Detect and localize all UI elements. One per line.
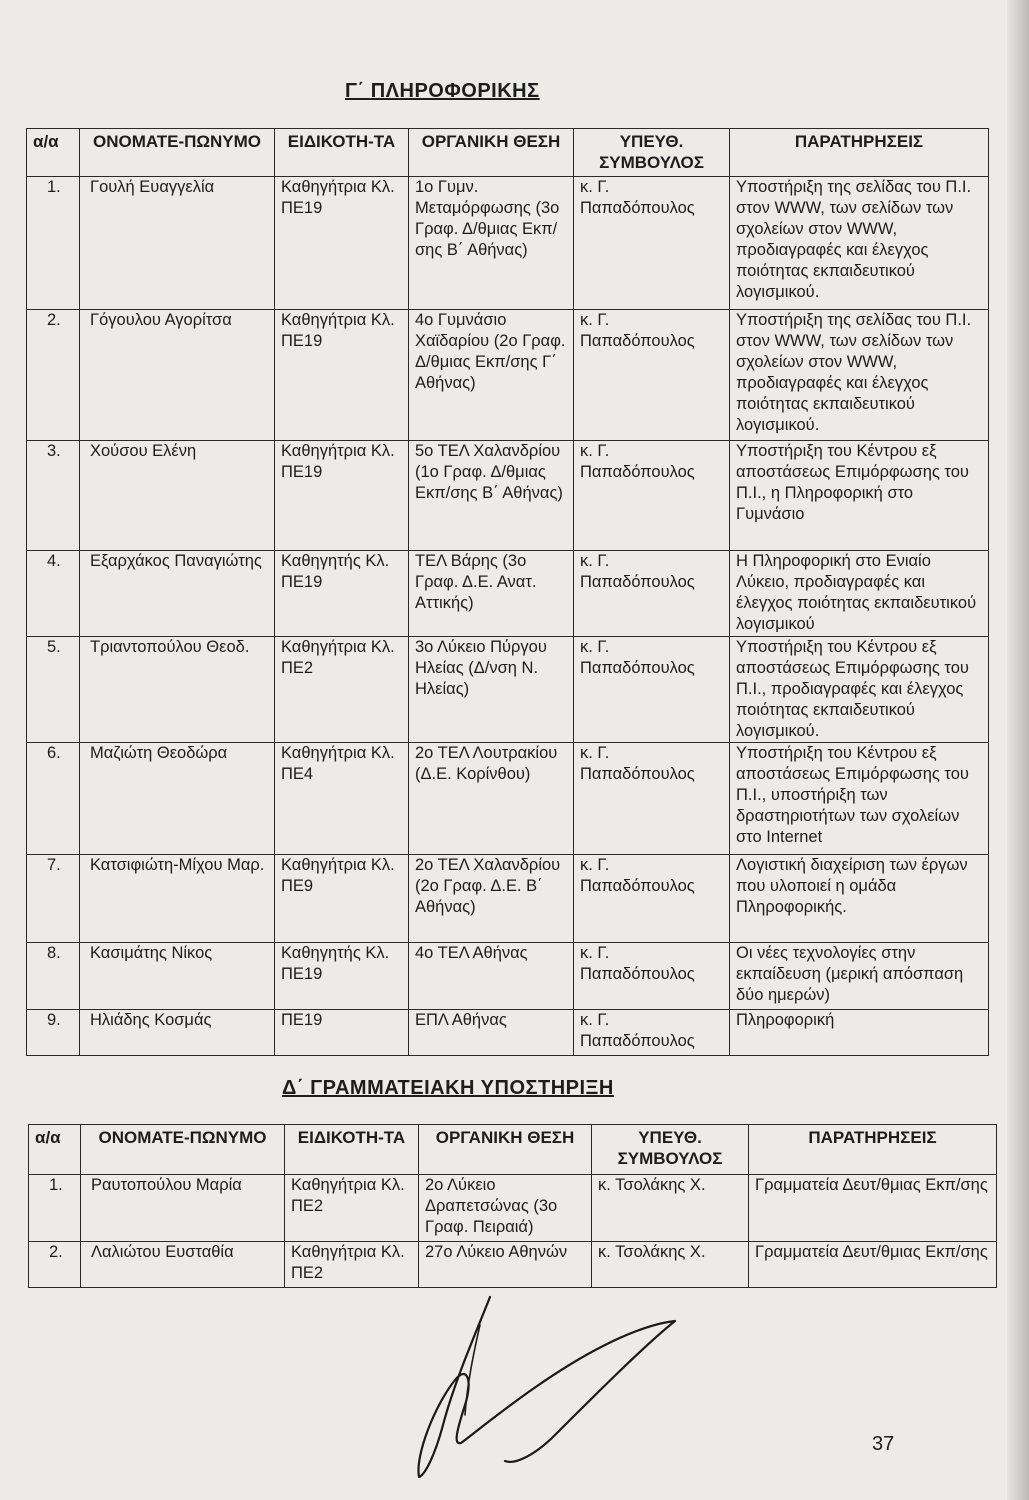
row-number: 6. <box>27 743 80 855</box>
person-name: Μαζιώτη Θεοδώρα <box>80 743 275 855</box>
header-specialty: ΕΙΔΙΚΟΤΗ-ΤΑ <box>275 129 409 177</box>
person-name: Γόγουλου Αγορίτσα <box>80 310 275 441</box>
organic-position: ΕΠΛ Αθήνας <box>409 1010 574 1056</box>
person-name: Χούσου Ελένη <box>80 441 275 551</box>
section-title-secretarial: Δ΄ ΓΡΑΜΜΑΤΕΙΑΚΗ ΥΠΟΣΤΗΡΙΞΗ <box>282 1077 614 1099</box>
row-number: 1. <box>27 177 80 310</box>
row-number: 3. <box>27 441 80 551</box>
row-number: 4. <box>27 551 80 637</box>
table-row <box>27 637 989 743</box>
section-title-informatics: Γ΄ ΠΛΗΡΟΦΟΡΙΚΗΣ <box>345 80 540 102</box>
header-name: ΟΝΟΜΑΤΕ-ΠΩΝΥΜΟ <box>80 129 275 177</box>
specialty: Καθηγήτρια Κλ. ΠΕ2 <box>275 637 409 743</box>
remarks: Γραμματεία Δευτ/θμιας Εκπ/σης <box>749 1242 997 1288</box>
row-number: 7. <box>27 855 80 943</box>
organic-position: 3ο Λύκειο Πύργου Ηλείας (Δ/νση Ν. Ηλείας) <box>409 637 574 743</box>
row-number: 8. <box>27 943 80 1010</box>
header-remarks: ΠΑΡΑΤΗΡΗΣΕΙΣ <box>749 1125 997 1175</box>
specialty: Καθηγήτρια Κλ. ΠΕ19 <box>275 177 409 310</box>
specialty: Καθηγήτρια Κλ. ΠΕ19 <box>275 441 409 551</box>
table-row <box>27 943 989 1010</box>
table-header-row <box>27 129 989 177</box>
secretarial-staff-table <box>28 1124 997 1288</box>
organic-position: ΤΕΛ Βάρης (3ο Γραφ. Δ.Ε. Ανατ. Αττικής) <box>409 551 574 637</box>
table-row <box>27 1010 989 1056</box>
row-number: 2. <box>27 310 80 441</box>
advisor: κ. Γ. Παπαδόπουλος <box>574 943 730 1010</box>
organic-position: 2ο Λύκειο Δραπετσώνας (3ο Γραφ. Πειραιά) <box>419 1175 592 1242</box>
advisor: κ. Γ. Παπαδόπουλος <box>574 551 730 637</box>
organic-position: 1ο Γυμν. Μεταμόρφωσης (3ο Γραφ. Δ/θμιας Εκπ/σης Β΄ Αθήνας) <box>409 177 574 310</box>
specialty: Καθηγήτρια Κλ. ΠΕ19 <box>275 310 409 441</box>
organic-position: 5ο ΤΕΛ Χαλανδρίου (1ο Γραφ. Δ/θμιας Εκπ/σης Β΄ Αθήνας) <box>409 441 574 551</box>
person-name: Ραυτοπούλου Μαρία <box>81 1175 285 1242</box>
person-name: Τριαντοπούλου Θεοδ. <box>80 637 275 743</box>
person-name: Γουλή Ευαγγελία <box>80 177 275 310</box>
advisor: κ. Γ. Παπαδόπουλος <box>574 310 730 441</box>
table-row <box>29 1175 997 1242</box>
table-row <box>27 310 989 441</box>
header-advisor: ΥΠΕΥΘ. ΣΥΜΒΟΥΛΟΣ <box>574 129 730 177</box>
advisor: κ. Γ. Παπαδόπουλος <box>574 855 730 943</box>
header-name: ΟΝΟΜΑΤΕ-ΠΩΝΥΜΟ <box>81 1125 285 1175</box>
table-row <box>27 855 989 943</box>
specialty: Καθηγήτρια Κλ. ΠΕ2 <box>285 1242 419 1288</box>
remarks: Λογιστική διαχείριση των έργων που υλοποιεί η ομάδα Πληροφορικής. <box>730 855 989 943</box>
remarks: Οι νέες τεχνολογίες στην εκπαίδευση (μερική απόσπαση δύο ημερών) <box>730 943 989 1010</box>
header-position: ΟΡΓΑΝΙΚΗ ΘΕΣΗ <box>409 129 574 177</box>
row-number: 9. <box>27 1010 80 1056</box>
advisor: κ. Γ. Παπαδόπουλος <box>574 743 730 855</box>
header-specialty: ΕΙΔΙΚΟΤΗ-ΤΑ <box>285 1125 419 1175</box>
specialty: Καθηγήτρια Κλ. ΠΕ9 <box>275 855 409 943</box>
advisor: κ. Γ. Παπαδόπουλος <box>574 441 730 551</box>
handwritten-signature <box>395 1285 715 1485</box>
organic-position: 4ο ΤΕΛ Αθήνας <box>409 943 574 1010</box>
advisor: κ. Τσολάκης Χ. <box>592 1175 749 1242</box>
specialty: Καθηγητής Κλ. ΠΕ19 <box>275 551 409 637</box>
table-row <box>27 743 989 855</box>
header-advisor: ΥΠΕΥΘ. ΣΥΜΒΟΥΛΟΣ <box>592 1125 749 1175</box>
advisor: κ. Τσολάκης Χ. <box>592 1242 749 1288</box>
person-name: Κασιμάτης Νίκος <box>80 943 275 1010</box>
page-number: 37 <box>872 1433 895 1455</box>
table-row <box>27 441 989 551</box>
remarks: Πληροφορική <box>730 1010 989 1056</box>
table-row <box>29 1242 997 1288</box>
remarks: Υποστήριξη του Κέντρου εξ αποστάσεως Επιμόρφωσης του Π.Ι., υποστήριξη των δραστηριοτήτων των σχολείων στο Internet <box>730 743 989 855</box>
row-number: 1. <box>29 1175 81 1242</box>
header-remarks: ΠΑΡΑΤΗΡΗΣΕΙΣ <box>730 129 989 177</box>
advisor: κ. Γ. Παπαδόπουλος <box>574 1010 730 1056</box>
person-name: Ηλιάδης Κοσμάς <box>80 1010 275 1056</box>
remarks: Υποστήριξη της σελίδας του Π.Ι. στον WWW, των σελίδων των σχολείων στον WWW, προδιαγραφές και έλεγχος ποιότητας εκπαιδευτικού λογισμικού. <box>730 177 989 310</box>
remarks: Γραμματεία Δευτ/θμιας Εκπ/σης <box>749 1175 997 1242</box>
row-number: 2. <box>29 1242 81 1288</box>
advisor: κ. Γ. Παπαδόπουλος <box>574 177 730 310</box>
remarks: Υποστήριξη της σελίδας του Π.Ι. στον WWW, των σελίδων των σχολείων στον WWW, προδιαγραφές και έλεγχος ποιότητας εκπαιδευτικού λογισμικού. <box>730 310 989 441</box>
informatics-staff-table <box>26 128 989 1056</box>
remarks: Υποστήριξη του Κέντρου εξ αποστάσεως Επιμόρφωσης του Π.Ι., η Πληροφορική στο Γυμνάσιο <box>730 441 989 551</box>
specialty: Καθηγήτρια Κλ. ΠΕ2 <box>285 1175 419 1242</box>
organic-position: 27ο Λύκειο Αθηνών <box>419 1242 592 1288</box>
table-header-row <box>29 1125 997 1175</box>
header-aa: α/α <box>27 129 80 177</box>
remarks: Η Πληροφορική στο Ενιαίο Λύκειο, προδιαγραφές και έλεγχος ποιότητας εκπαιδευτικού λογισμικού <box>730 551 989 637</box>
page-edge <box>1007 0 1029 1500</box>
organic-position: 2ο ΤΕΛ Χαλανδρίου (2ο Γραφ. Δ.Ε. Β΄ Αθήνας) <box>409 855 574 943</box>
specialty: Καθηγητής Κλ. ΠΕ19 <box>275 943 409 1010</box>
remarks: Υποστήριξη του Κέντρου εξ αποστάσεως Επιμόρφωσης του Π.Ι., προδιαγραφές και έλεγχος ποιότητας εκπαιδευτικού λογισμικού. <box>730 637 989 743</box>
person-name: Εξαρχάκος Παναγιώτης <box>80 551 275 637</box>
organic-position: 4ο Γυμνάσιο Χαϊδαρίου (2ο Γραφ. Δ/θμιας Εκπ/σης Γ΄ Αθήνας) <box>409 310 574 441</box>
table-row <box>27 177 989 310</box>
row-number: 5. <box>27 637 80 743</box>
specialty: ΠΕ19 <box>275 1010 409 1056</box>
header-position: ΟΡΓΑΝΙΚΗ ΘΕΣΗ <box>419 1125 592 1175</box>
table-row <box>27 551 989 637</box>
advisor: κ. Γ. Παπαδόπουλος <box>574 637 730 743</box>
header-aa: α/α <box>29 1125 81 1175</box>
person-name: Λαλιώτου Ευσταθία <box>81 1242 285 1288</box>
specialty: Καθηγήτρια Κλ. ΠΕ4 <box>275 743 409 855</box>
person-name: Κατσιφιώτη-Μίχου Μαρ. <box>80 855 275 943</box>
organic-position: 2ο ΤΕΛ Λουτρακίου (Δ.Ε. Κορίνθου) <box>409 743 574 855</box>
